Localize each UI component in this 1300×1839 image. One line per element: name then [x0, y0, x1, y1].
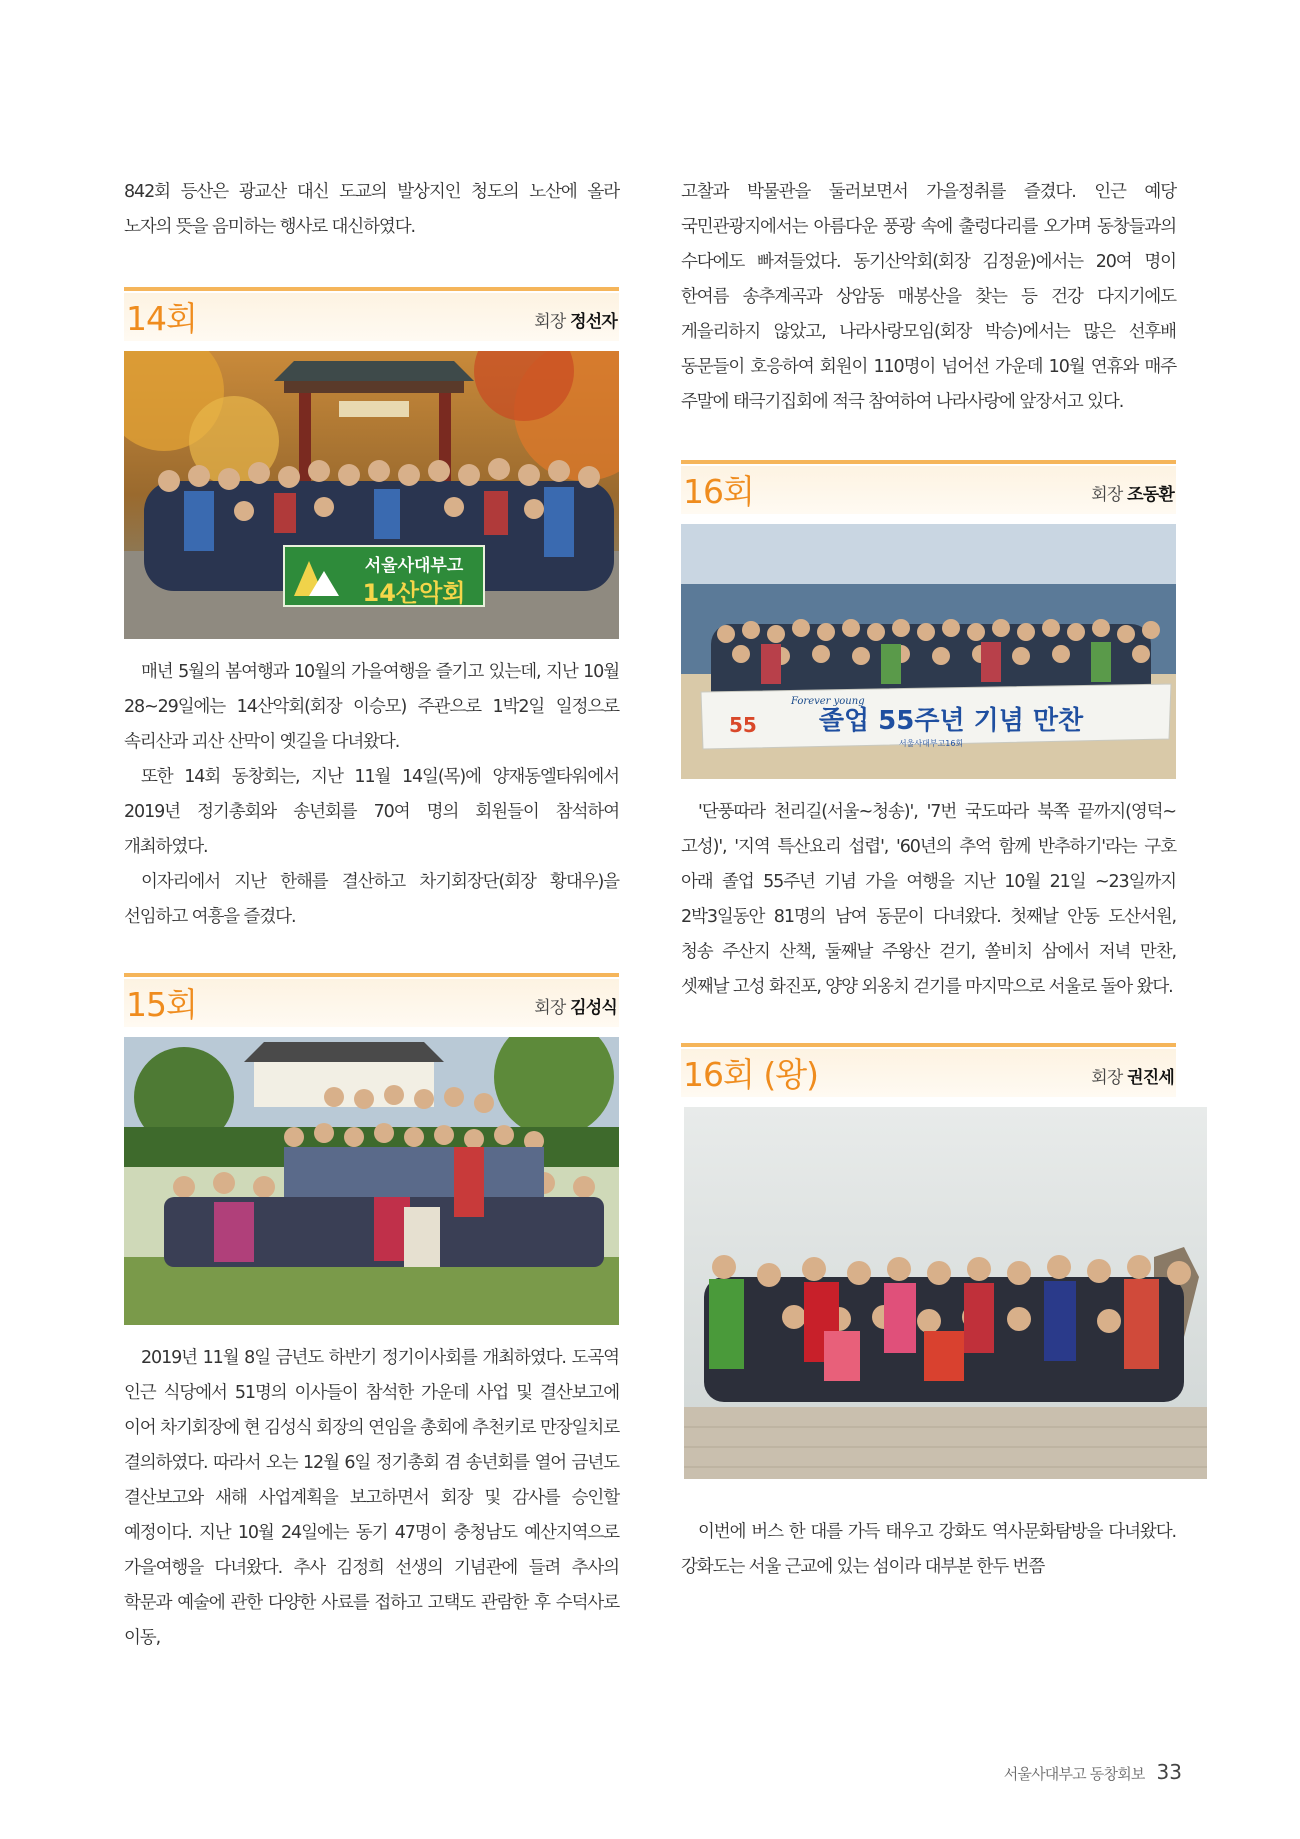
banner-text-line2: 14산악회: [362, 579, 466, 607]
president-line-16: [1091, 480, 1174, 505]
section-header-15: [124, 973, 619, 1029]
paragraph-16-1: '단풍따라 천리길(서울~청송)', '7번 국도따라 북쪽 끝까지(영덕~고성)', '지역 특산요리 섭렵', '60년의 추억 함께 반추하기'라는 구호 아래 졸업 55주년 기념 가을 여행을 지난 10월 21일 ~23일까지 2박3일동안 81명의 남여 동문이 다녀왔다. 첫째날 안동 도산서원, 청송 주산지 산책, 둘째날 주왕산 걷기, 쏠비치 삼에서 저녁 만찬, 셋째날 고성 화진포, 양양 외옹치 걷기를 마지막으로 서울로 돌아 왔다.: [681, 802, 1176, 997]
publication-name: 서울사대부고 동창회보: [1003, 1765, 1145, 1783]
section-header-16w: [681, 1043, 1176, 1099]
president-name-16w: 권진세: [1127, 1068, 1174, 1088]
right-column: [681, 175, 1176, 1585]
banner-55-mark: 55: [729, 713, 757, 737]
section-header-14: [124, 287, 619, 343]
section-header-16: [681, 460, 1176, 516]
banner-sub-text: 서울사대부고16회: [898, 739, 964, 748]
section-rule: [681, 460, 1176, 464]
president-label: 회장: [534, 998, 566, 1018]
section-title-16w: 16회 (왕): [683, 1055, 818, 1094]
president-name-14: 정선자: [570, 312, 617, 332]
banner-text-line1: 서울사대부고: [364, 556, 464, 576]
section-rule: [124, 973, 619, 977]
paragraph-16w-1: 이번에 버스 한 대를 가득 태우고 강화도 역사문화탐방을 다녀왔다. 강화도는 서울 근교에 있는 섬이라 대부분 한두 번쯤: [681, 1522, 1176, 1577]
section-rule: [124, 287, 619, 291]
photo-14-group-hike: [124, 351, 619, 639]
page-number: 33: [1156, 1760, 1182, 1784]
president-name-15: 김성식: [570, 998, 617, 1018]
president-label: 회장: [1091, 485, 1123, 505]
president-line-16w: [1091, 1063, 1174, 1088]
paragraph-15-1: 2019년 11월 8일 금년도 하반기 정기이사회를 개최하였다. 도곡역 인근 식당에서 51명의 이사들이 참석한 가운데 사업 및 결산보고에 이어 차기회장에 현 김성식 회장의 연임을 총회에 추천키로 만장일치로 결의하였다. 따라서 오는 12월 6일 정기총회 겸 송년회를 열어 금년도 결산보고와 새해 사업계획을 보고하면서 회장 및 감사를 승인할 예정이다. 지난 10월 24일에는 동기 47명이 충청남도 예산지역으로 가을여행을 다녀왔다. 추사 김정희 선생의 기념관에 들려 추사의 학문과 예술에 관한 다양한 사료를 접하고 고택도 관람한 후 수덕사로 이동,: [124, 1348, 619, 1648]
photo-16-beach-group: [681, 524, 1176, 779]
photo-16w-group: [684, 1107, 1207, 1479]
section-title-15: 15회: [126, 985, 197, 1024]
paragraph-14-3: 이자리에서 지난 한해를 결산하고 차기회장단(회장 황대우)을 선임하고 여흥을 즐겼다.: [124, 872, 619, 927]
banner-main-text: 졸업 55주년 기념 만찬: [818, 706, 1084, 736]
photo-15-group: [124, 1037, 619, 1325]
intro-paragraph-right: 고찰과 박물관을 둘러보면서 가을정취를 즐겼다. 인근 예당 국민관광지에서는 아름다운 풍광 속에 출렁다리를 오가며 동창들과의 수다에도 빠져들었다. 동기산악회(회장 김정윤)에서는 20여 명이 한여름 송추계곡과 상암동 매봉산을 찾는 등 건강 다지기에도 게을리하지 않았고, 나라사랑모임(회장 박승)에서는 많은 선후배 동문들이 호응하여 회원이 110명이 넘어선 가운데 10월 연휴와 매주 주말에 태극기집회에 적극 참여하여 나라사랑에 앞장서고 있다.: [681, 182, 1176, 412]
paragraph-14-2: 또한 14회 동창회는, 지난 11월 14일(목)에 양재동엘타워에서 2019년 정기총회와 송년회를 70여 명의 회원들이 참석하여 개최하였다.: [124, 767, 619, 857]
president-line-15: [534, 993, 617, 1018]
section-title-16: 16회: [683, 472, 754, 511]
page-footer: [1004, 1760, 1182, 1784]
president-name-16: 조동환: [1127, 485, 1174, 505]
paragraph-14-1: 매년 5월의 봄여행과 10월의 가을여행을 즐기고 있는데, 지난 10월 28~29일에는 14산악회(회장 이승모) 주관으로 1박2일 일정으로 속리산과 괴산 산막이 옛길을 다녀왔다.: [124, 662, 619, 752]
banner-small-text: Forever young: [791, 696, 865, 707]
president-line-14: [534, 307, 617, 332]
section-title-14: 14회: [126, 299, 197, 338]
intro-paragraph-left: 842회 등산은 광교산 대신 도교의 발상지인 청도의 노산에 올라 노자의 뜻을 음미하는 행사로 대신하였다.: [124, 182, 619, 237]
left-column: [124, 175, 619, 1656]
president-label: 회장: [1091, 1068, 1123, 1088]
president-label: 회장: [534, 312, 566, 332]
section-rule: [681, 1043, 1176, 1047]
